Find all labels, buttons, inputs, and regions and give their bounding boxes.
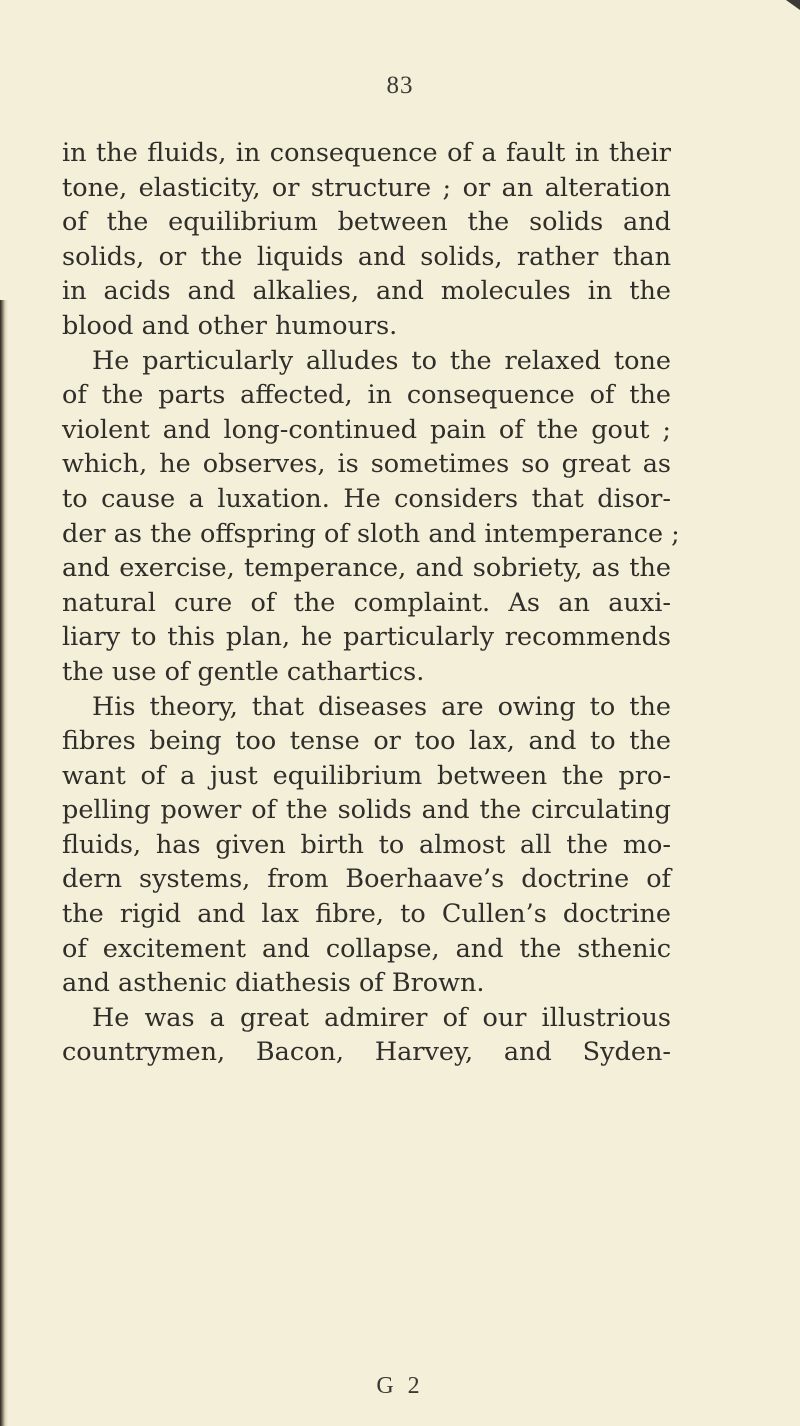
text-line: der as the offspring of sloth and intemperance ; bbox=[62, 518, 680, 549]
page-binding-edge bbox=[0, 300, 8, 1426]
text-line: liary to this plan, he particularly recommends bbox=[62, 622, 671, 653]
text-line: in acids and alkalies, and molecules in the bbox=[62, 276, 671, 307]
text-line: blood and other humours. bbox=[62, 310, 398, 341]
signature-mark: G 2 bbox=[376, 1373, 424, 1399]
body-text bbox=[62, 136, 680, 1070]
page-number: 83 bbox=[386, 72, 414, 99]
text-line: dern systems, from Boerhaave’s doctrine of bbox=[62, 864, 671, 895]
text-line: He particularly alludes to the relaxed tone bbox=[92, 345, 671, 376]
text-line: want of a just equilibrium between the pro- bbox=[62, 760, 671, 791]
text-line: the rigid and lax fibre, to Cullen’s doctrine bbox=[62, 899, 671, 930]
text-line: fibres being too tense or too lax, and to the bbox=[62, 726, 671, 757]
text-line: and exercise, temperance, and sobriety, as the bbox=[62, 553, 671, 584]
text-line: of the parts affected, in consequence of the bbox=[62, 380, 671, 411]
text-line: tone, elasticity, or structure ; or an alteration bbox=[62, 172, 671, 203]
text-line: and asthenic diathesis of Brown. bbox=[62, 968, 485, 999]
text-line: countrymen, Bacon, Harvey, and Syden- bbox=[62, 1037, 671, 1068]
text-line: pelling power of the solids and the circulating bbox=[62, 795, 671, 826]
text-line: natural cure of the complaint. As an auxi- bbox=[62, 587, 671, 618]
text-line: to cause a luxation. He considers that disor- bbox=[62, 483, 671, 514]
text-line: of excitement and collapse, and the sthenic bbox=[62, 933, 671, 964]
text-line: in the fluids, in consequence of a fault in their bbox=[62, 138, 671, 168]
text-line: solids, or the liquids and solids, rather than bbox=[62, 241, 671, 272]
text-line: He was a great admirer of our illustrious bbox=[92, 1002, 671, 1033]
corner-mark bbox=[786, 0, 800, 10]
text-line: His theory, that diseases are owing to the bbox=[92, 691, 671, 722]
text-line: which, he observes, is sometimes so great as bbox=[62, 449, 671, 480]
text-line: violent and long-continued pain of the gout ; bbox=[62, 414, 671, 445]
text-line: fluids, has given birth to almost all the mo- bbox=[62, 829, 671, 860]
text-line: the use of gentle cathartics. bbox=[62, 656, 425, 687]
text-line: of the equilibrium between the solids and bbox=[62, 207, 671, 238]
